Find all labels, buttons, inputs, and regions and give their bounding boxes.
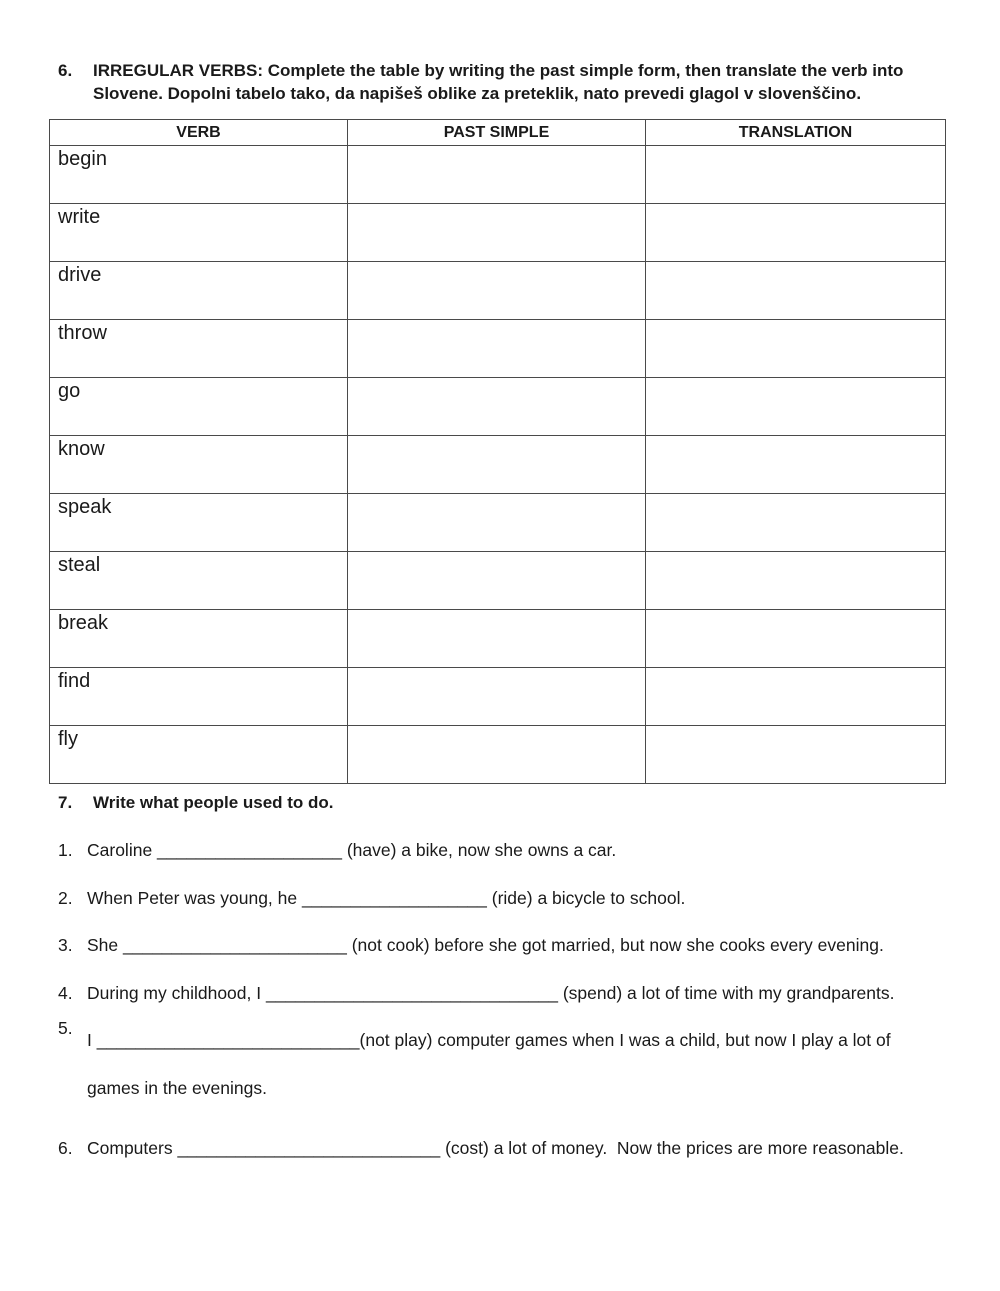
verb-cell: find	[50, 668, 348, 726]
sentence-number: 2.	[58, 887, 73, 908]
exercise-7-sentence-list	[58, 838, 938, 1183]
past-simple-answer-cell[interactable]	[348, 610, 646, 668]
sentence-text[interactable]: When Peter was young, he ___________________ (ride) a bicycle to school.	[87, 887, 686, 908]
past-simple-answer-cell[interactable]	[348, 552, 646, 610]
past-simple-answer-cell[interactable]	[348, 668, 646, 726]
table-row	[50, 204, 946, 262]
translation-answer-cell[interactable]	[646, 726, 946, 784]
sentence-number: 3.	[58, 935, 73, 955]
table-row	[50, 146, 946, 204]
past-simple-answer-cell[interactable]	[348, 146, 646, 204]
exercise-7-title: Write what people used to do.	[93, 793, 334, 812]
table-header-row	[50, 120, 946, 146]
table-row	[50, 552, 946, 610]
verb-cell: break	[50, 610, 348, 668]
table-row	[50, 262, 946, 320]
column-header-verb: VERB	[50, 120, 348, 146]
exercise-6-number: 6.	[58, 61, 73, 80]
column-header-past-simple: PAST SIMPLE	[348, 120, 646, 146]
table-row	[50, 726, 946, 784]
translation-answer-cell[interactable]	[646, 668, 946, 726]
translation-answer-cell[interactable]	[646, 204, 946, 262]
sentence-text[interactable]: Computers ___________________________ (cost) a lot of money. Now the prices are more reasonable.	[87, 1137, 904, 1158]
exercise-6-instruction: IRREGULAR VERBS: Complete the table by writing the past simple form, then translate the verb into Slovene. Dopolni tabelo tako, da napišeš oblike za preteklik, nato prevedi glagol v slovenščino.	[93, 61, 904, 103]
translation-answer-cell[interactable]	[646, 436, 946, 494]
translation-answer-cell[interactable]	[646, 552, 946, 610]
table-row	[50, 668, 946, 726]
verb-cell: begin	[50, 146, 348, 204]
list-item	[58, 933, 938, 957]
exercise-6-heading	[58, 59, 938, 105]
sentence-number: 4.	[58, 982, 73, 1003]
past-simple-answer-cell[interactable]	[348, 320, 646, 378]
past-simple-answer-cell[interactable]	[348, 204, 646, 262]
table-row	[50, 320, 946, 378]
translation-answer-cell[interactable]	[646, 378, 946, 436]
table-row	[50, 436, 946, 494]
translation-answer-cell[interactable]	[646, 320, 946, 378]
sentence-number: 1.	[58, 840, 73, 860]
verb-cell: write	[50, 204, 348, 262]
verb-cell: speak	[50, 494, 348, 552]
table-row	[50, 610, 946, 668]
sentence-text[interactable]: I ___________________________(not play) computer games when I was a child, but now I play a lot of games in the evenings.	[87, 1030, 896, 1098]
sentence-text[interactable]: She _______________________ (not cook) before she got married, but now she cooks every evening.	[87, 935, 884, 955]
sentence-text[interactable]: Caroline ___________________ (have) a bike, now she owns a car.	[87, 840, 617, 860]
translation-answer-cell[interactable]	[646, 262, 946, 320]
sentence-number: 6.	[58, 1137, 73, 1158]
sentence-text[interactable]: During my childhood, I ______________________________ (spend) a lot of time with my grandparents.	[87, 982, 895, 1003]
past-simple-answer-cell[interactable]	[348, 378, 646, 436]
past-simple-answer-cell[interactable]	[348, 262, 646, 320]
verb-cell: fly	[50, 726, 348, 784]
verb-cell: drive	[50, 262, 348, 320]
list-item	[58, 886, 938, 910]
column-header-translation: TRANSLATION	[646, 120, 946, 146]
verb-cell: throw	[50, 320, 348, 378]
list-item	[58, 1136, 938, 1160]
past-simple-answer-cell[interactable]	[348, 436, 646, 494]
verb-cell: go	[50, 378, 348, 436]
table-row	[50, 378, 946, 436]
sentence-number: 5.	[58, 1018, 73, 1038]
translation-answer-cell[interactable]	[646, 146, 946, 204]
exercise-7-number: 7.	[58, 793, 73, 812]
irregular-verbs-table	[49, 119, 946, 784]
translation-answer-cell[interactable]	[646, 494, 946, 552]
list-item	[58, 1016, 938, 1112]
list-item	[58, 981, 938, 1005]
past-simple-answer-cell[interactable]	[348, 494, 646, 552]
verb-cell: know	[50, 436, 348, 494]
translation-answer-cell[interactable]	[646, 610, 946, 668]
past-simple-answer-cell[interactable]	[348, 726, 646, 784]
list-item	[58, 838, 938, 862]
exercise-7-heading	[58, 791, 334, 814]
verb-cell: steal	[50, 552, 348, 610]
table-row	[50, 494, 946, 552]
